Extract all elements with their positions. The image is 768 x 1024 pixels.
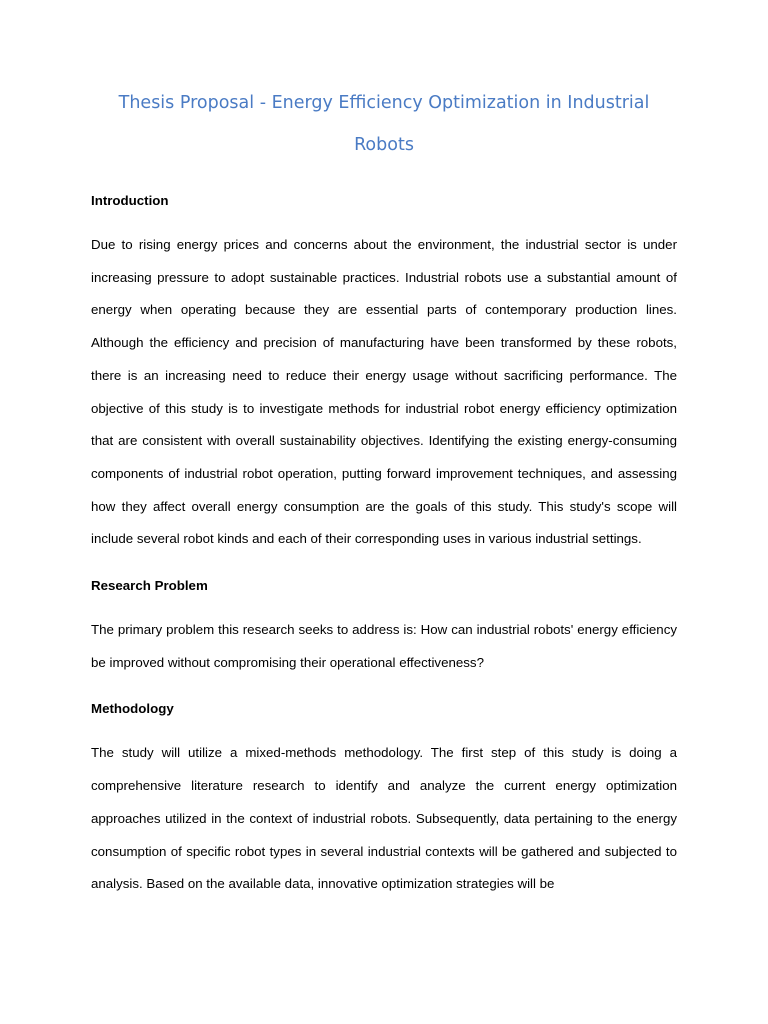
paragraph-introduction: Due to rising energy prices and concerns about the environment, the industrial sector is under increasing pressure to adopt sustainable practices. Industrial robots use a substantial amount of energy when operating because they are essential parts of contemporary production lines. Although the efficiency and precision of manufacturing have been transformed by these robots, there is an increasing need to reduce their energy usage without sacrificing performance. The objective of this study is to investigate methods for industrial robot energy efficiency optimization that are consistent with overall sustainability objectives. Identifying the existing energy-consuming components of industrial robot operation, putting forward improvement techniques, and assessing how they affect overall energy consumption are the goals of this study. This study's scope will include several robot kinds and each of their corresponding uses in various industrial settings. (91, 237, 677, 547)
paragraph-methodology: The study will utilize a mixed-methods methodology. The first step of this study is doing a comprehensive literature research to identify and analyze the current energy optimization approaches utilized in the context of industrial robots. Subsequently, data pertaining to the energy consumption of specific robot types in several industrial contexts will be gathered and subjected to analysis. Based on the available data, innovative optimization strategies will be (91, 745, 677, 892)
section-heading-introduction: Introduction (91, 193, 169, 208)
section-heading-research-problem: Research Problem (91, 578, 208, 594)
section-heading-methodology: Methodology (91, 701, 174, 717)
document-title: Thesis Proposal - Energy Efficiency Optimization in Industrial Robots (118, 93, 650, 155)
paragraph-research-problem: The primary problem this research seeks to address is: How can industrial robots' energy efficiency be improved without compromising their operational effectiveness? (91, 622, 677, 670)
